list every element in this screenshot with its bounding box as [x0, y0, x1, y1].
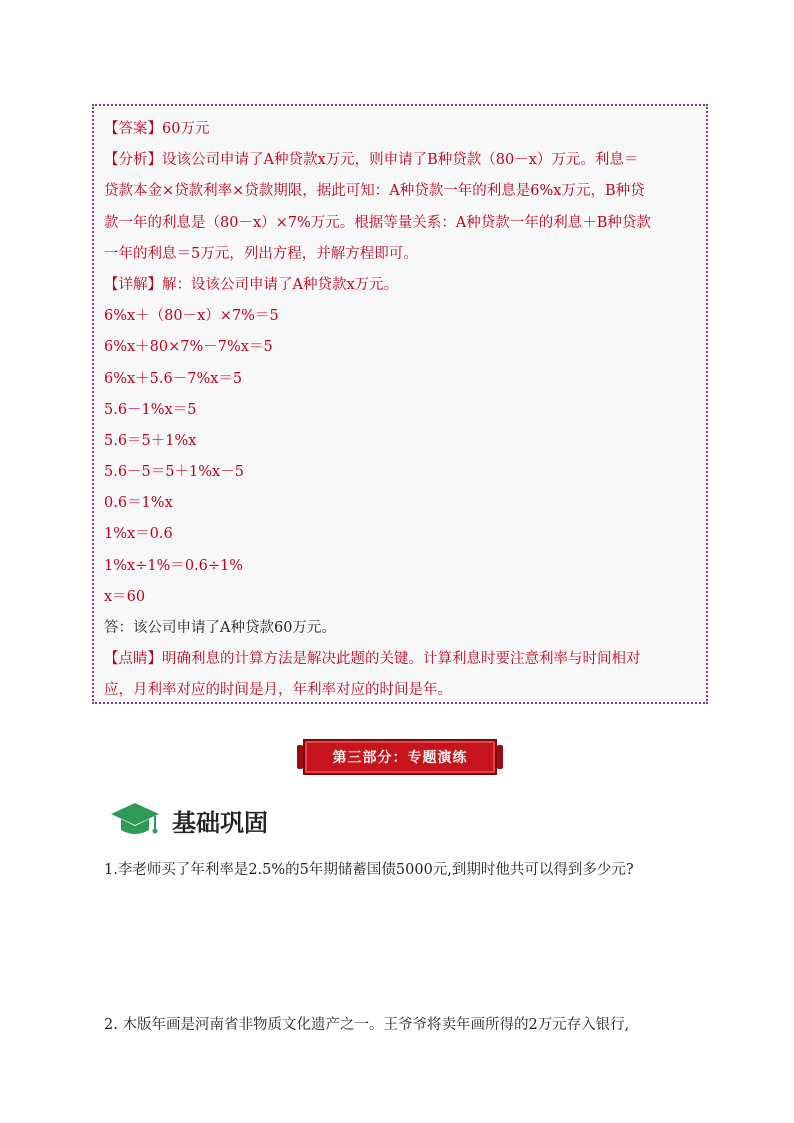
- solution-box: [92, 104, 708, 704]
- step-8: 1%x＝0.6: [104, 526, 173, 543]
- step-7: 0.6＝1%x: [104, 495, 173, 512]
- comment-line-2: 应，月利率对应的时间是月，年利率对应的时间是年。: [104, 682, 452, 699]
- step-6: 5.6－5＝5＋1%x－5: [104, 464, 244, 481]
- detail-text: 解：设该公司申请了A种贷款x万元。: [162, 276, 399, 293]
- question-1: 1.李老师买了年利率是2.5%的5年期储蓄国债5000元,到期时他共可以得到多少元?: [104, 862, 634, 878]
- answer-tag: 【答案】: [104, 121, 162, 137]
- step-5: 5.6＝5＋1%x: [104, 432, 197, 449]
- comment-line-1: [104, 644, 696, 675]
- step-10: x＝60: [104, 588, 146, 605]
- question-2: 2. 木版年画是河南省非物质文化遗产之一。王爷爷将卖年画所得的2万元存入银行,: [104, 1017, 630, 1033]
- step-9: 1%x÷1%＝0.6÷1%: [104, 557, 244, 574]
- step-2: 6%x＋80×7%－7%x＝5: [104, 339, 273, 356]
- section-heading: [110, 800, 268, 840]
- graduation-cap-icon: [110, 800, 160, 840]
- section-banner: [303, 739, 497, 775]
- step-3: 6%x＋5.6－7%x＝5: [104, 370, 243, 387]
- analysis-line-4: 一年的利息＝5万元，列出方程，并解方程即可。: [104, 245, 418, 262]
- answer-line: [104, 114, 696, 145]
- analysis-line-3: 款一年的利息是（80－x）×7%万元。根据等量关系：A种贷款一年的利息＋B种贷款: [104, 214, 651, 231]
- analysis-text-1: 设该公司申请了A种贷款x万元，则申请了B种贷款（80－x）万元。利息＝: [162, 152, 639, 169]
- analysis-line-1: [104, 145, 696, 176]
- answer-text: 60万元: [162, 121, 210, 137]
- analysis-line-2: 贷款本金×贷款利率×贷款期限，据此可知：A种贷款一年的利息是6%x万元，B种贷: [104, 183, 645, 200]
- detail-line: [104, 270, 696, 301]
- banner-label: 第三部分：专题演练: [332, 750, 468, 766]
- comment-text-1: 明确利息的计算方法是解决此题的关键。计算利息时要注意利率与时间相对: [162, 651, 641, 668]
- comment-tag: 【点睛】: [104, 651, 162, 668]
- detail-tag: 【详解】: [104, 276, 162, 293]
- analysis-tag: 【分析】: [104, 152, 162, 169]
- step-4: 5.6－1%x＝5: [104, 401, 197, 418]
- conclusion-line: 答：该公司申请了A种贷款60万元。: [104, 620, 336, 636]
- section-title: 基础巩固: [172, 808, 268, 837]
- step-1: 6%x＋（80－x）×7%＝5: [104, 308, 279, 325]
